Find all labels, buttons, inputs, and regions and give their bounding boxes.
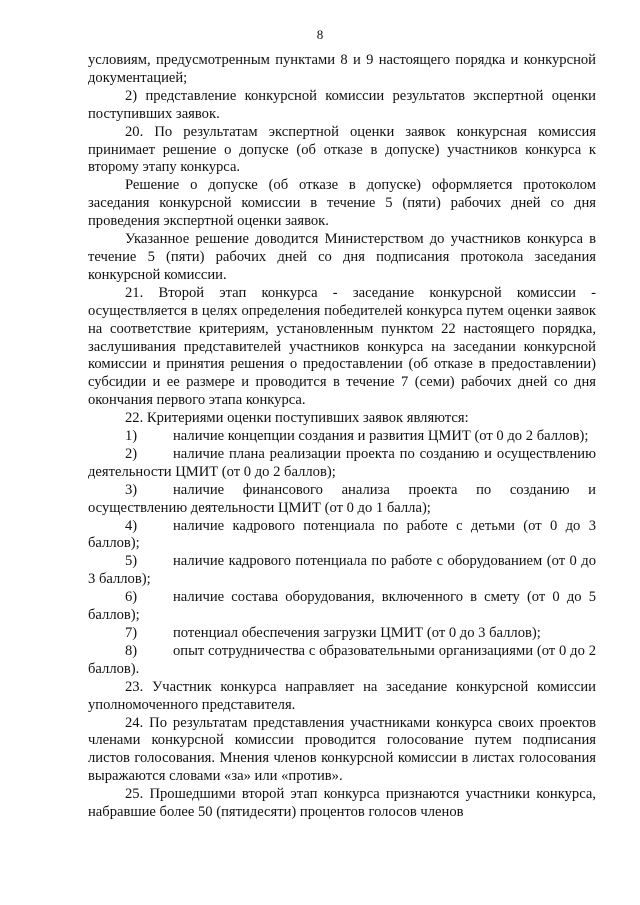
criteria-number: 6) [125,589,138,606]
criteria-item [88,428,596,446]
criteria-number: 4) [125,517,138,534]
criteria-text: наличие кадрового потенциала по работе с детьми (от 0 до 3 баллов); [88,517,596,552]
criteria-text: наличие финансового анализа проекта по созданию и осуществлению деятельности ЦМИТ (от 0 до 1 балла); [88,481,596,516]
criteria-item [88,446,596,482]
criteria-number: 5) [125,553,138,570]
criteria-number: 1) [125,428,138,445]
criteria-number: 7) [125,625,138,641]
criteria-text: потенциал обеспечения загрузки ЦМИТ (от 0 до 3 баллов); [173,625,541,641]
paragraph: 22. Критериями оценки поступивших заявок являются: [125,410,469,427]
criteria-item [88,625,596,643]
criteria-text: наличие состава оборудования, включенного в смету (от 0 до 5 баллов); [88,589,596,624]
paragraph: условиям, предусмотренным пунктами 8 и 9 настоящего порядка и конкурсной документацией; [88,52,596,86]
criteria-number: 2) [125,445,138,462]
paragraph: 23. Участник конкурса направляет на заседание конкурсной комиссии уполномоченного представителя. [88,678,596,713]
paragraph: 24. По результатам представления участниками конкурса своих проектов членами конкурсной комиссии проводится голосование путем подписания листов голосования. Мнения членов конкурсной комиссии в листах голосования выражаются словами «за» или «против». [88,714,596,785]
criteria-number: 3) [125,481,138,498]
paragraph: 20. По результатам экспертной оценки заявок конкурсная комиссия принимает решение о допуске (об отказе в допуске) участников конкурса к второму этапу конкурса. [88,123,596,176]
criteria-text: наличие плана реализации проекта по созданию и осуществлению деятельности ЦМИТ (от 0 до 2 баллов); [88,445,596,480]
paragraph: 21. Второй этап конкурса - заседание конкурсной комиссии - осуществляется в целях определения победителей конкурса путем оценки заявок на соответствие критериям, установленным пунктом 22 настоящего порядка, заслушивания представителей участников конкурса на заседании конкурсной комиссии и принятия решения о предоставлении (об отказе в предоставлении) субсидии и ее размере и проводится в течение 7 (семи) рабочих дней со дня окончания первого этапа конкурса. [88,284,596,409]
document-body [88,52,596,822]
page-number: 8 [316,27,324,42]
criteria-item [88,643,596,679]
paragraph: Указанное решение доводится Министерством до участников конкурса в течение 5 (пяти) рабочих дней со дня подписания протокола заседания конкурсной комиссии. [88,231,596,283]
criteria-text: наличие кадрового потенциала по работе с оборудованием (от 0 до 3 баллов); [88,553,596,588]
criteria-item [88,482,596,518]
paragraph: 25. Прошедшими второй этап конкурса признаются участники конкурса, набравшие более 50 (пятидесяти) процентов голосов членов [88,786,596,821]
criteria-text: опыт сотрудничества с образовательными организациями (от 0 до 2 баллов). [88,642,596,677]
criteria-item [88,589,596,625]
criteria-number: 8) [125,642,138,659]
criteria-text: наличие концепции создания и развития ЦМИТ (от 0 до 2 баллов); [173,428,589,445]
paragraph: 2) представление конкурсной комиссии результатов экспертной оценки поступивших заявок. [88,87,596,122]
paragraph: Решение о допуске (об отказе в допуске) оформляется протоколом заседания конкурсной комиссии в течение 5 (пяти) рабочих дней со дня проведения экспертной оценки заявок. [88,177,596,230]
criteria-item [88,518,596,554]
criteria-item [88,553,596,589]
